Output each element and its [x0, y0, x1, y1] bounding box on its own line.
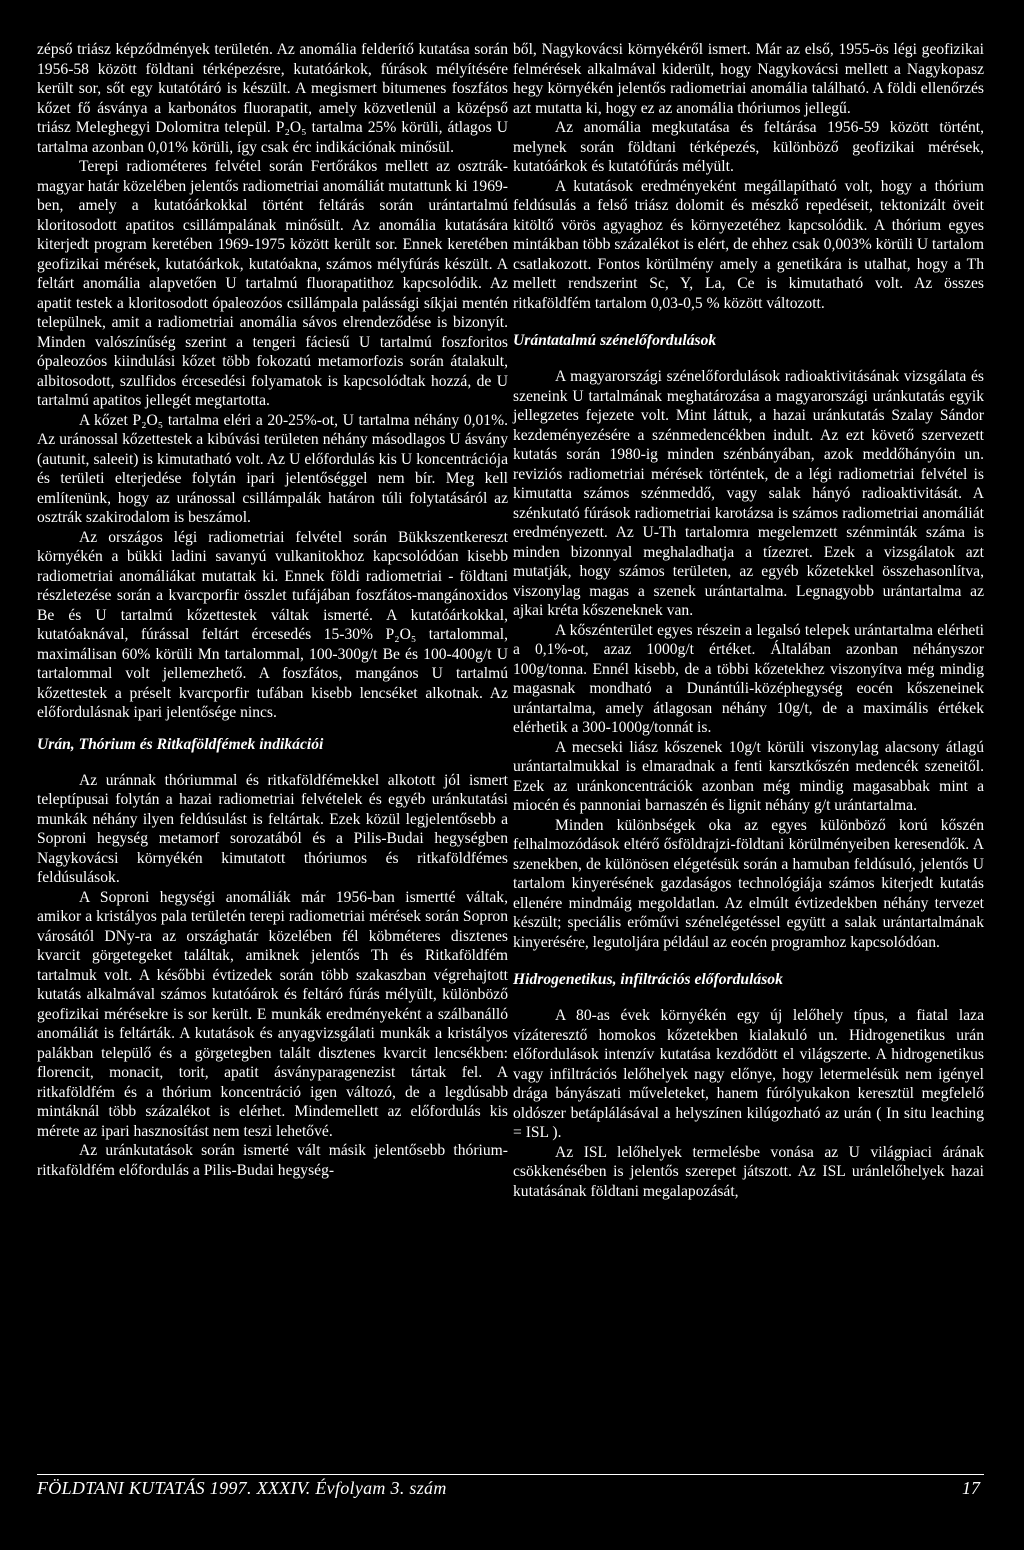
paragraph: A kutatások eredményeként megállapítható volt, hogy a thórium feldúsulás a felső triász dolomit és mészkő repedéseit, tektonizált öveit kitöltő vörös agyaghoz és környezetéhez kapcsolódik. A thórium egyes mintákban több százalékot is elért, de ehhez csak 0,003% körüli U tartalom csatlakozott. Fontos körülmény amely a genetikára is utalhat, hogy a Th mellett rendszerint Sc, Y, La, Ce is kimutatható volt. Az összes ritkaföldfém tartalom 0,03-0,5 % között változott. [513, 177, 984, 312]
left-column [37, 40, 508, 1180]
right-column [513, 40, 984, 1201]
paragraph: ből, Nagykovácsi környékéről ismert. Már az első, 1955-ös légi geofizikai felmérések alkalmával kiderült, hogy Nagykovácsi mellett a Nagykopasz hegy környékén jelentős radiometriai anomália található. A földi ellenőrzés azt mutatta ki, hogy ez az anomália thóriumos jellegű. [513, 41, 984, 117]
paragraph: A 80-as évek környékén egy új lelőhely típus, a fiatal laza vízáteresztő homokos kőzetekben kialakuló un. Hidrogenetikus urán előfordulások intenzív kutatása kezdődött el világszerte. A hidrogenetikus vagy infiltrációs lelőhelyek nagy előnye, hogy letermelésük nem igényel drága bányászati műveleteket, hanem fúrólyukakon keresztül megfelelő oldószer betáplálásával a helyszínen kilúgozható az urán ( In situ leaching = ISL ). [513, 1007, 984, 1141]
paragraph: A Soproni hegységi anomáliák már 1956-ban ismertté váltak, amikor a kristályos pala területén terepi radiometriai mérések során Sopron városától DNy-ra az országhatár közelében fél köbméteres disztenes kvarcit görgetegeket találtak, amiknek jelentős Th és Ritkaföldfém tartalmuk volt. A későbbi évtizedek során több szakaszban végrehajtott kutatás alkalmával számos kutatóárok és feltáró fúrás mélyült, különböző geofizikai mérésekre is sor került. E munkák eredményeként a szálbanálló anomáliát is feltárták. A kutatások és anyagvizsgálati munkák a kristályos palákban települő és a görgetegben talált disztenes kvarcit lencsékben: florencit, monacit, torit, apatit ásványparagenezist tártak fel. A ritkaföldfém és a thórium koncentráció igen változó, de a legdúsabb mintáknál több százalékot is elérhet. Mindemellett az előfordulás kis mérete az ipari hasznosítást nem teszi lehetővé. [37, 888, 508, 1140]
section-heading: Urántatalmú szénelőfordulások [513, 332, 717, 349]
paragraph: Az országos légi radiometriai felvétel során Bükkszentkereszt környékén a bükki ladini savanyú vulkanitokhoz kapcsolódóan kisebb radiometriai anomáliákat mutattak ki. Ennek földi radiometriai - földtani részletezése során a kvarcporfir összlet tufájában foszfátos-mangánoxidos Be és U tartalmú kőzettestek váltak ismerté. A kutatóárkokkal, kutatóaknával, fúrással feltárt ércesedés 15-30% P₂O₅ tartalommal, maximálisan 60% körüli Mn tartalommal, 100-300g/t Be és 100-400g/t U tartalommal volt jellemezhető. A foszfátos, mangános U tartalmú kőzettestek a préselt kvarcporfir tufában kisebb lencséket alkotnak. Az előfordulásnak ipari jelentősége nincs. [37, 528, 508, 721]
section-heading: Urán, Thórium és Ritkaföldfémek indikációi [37, 735, 324, 753]
journal-title: FÖLDTANI KUTATÁS 1997. XXXIV. Évfolyam 3. szám [37, 1478, 447, 1498]
section-heading: Hidrogenetikus, infiltrációs előfordulások [513, 971, 783, 988]
paragraph: zépső triász képződmények területén. Az anomália felderítő kutatása során 1956-58 között földtani térképezésre, kutatóárkok, fúrások mélyítésére került sor, sőt egy kutatótáró is készült. A megismert bitumenes foszfátos kőzet fő ásványa a karbonátos fluorapatit, amely közvetlenül a középső triász Meleghegyi Dolomitra települ. P₂O₅ tartalma 25% körüli, átlagos U tartalma azonban 0,01% körüli, így csak érc indikációnak minősül. [37, 41, 508, 156]
paragraph: Minden különbségek oka az egyes különböző korú kőszén felhalmozódások eltérő ősföldrajzi-földtani körülményeiben keresendők. A szenekben, de különösen elégetésük során a hamuban feldúsuló, jelentős U tartalom kinyerésének gazdaságos technológiája számos kiterjedt kutatás ellenére mindmáig megoldatlan. Az elmúlt évtizedekben néhány tervezet készült; speciális erőművi szénelégetéssel együtt a salak urántartalmának kinyerésére, legutoljára például az eocén programhoz kapcsolódóan. [513, 816, 984, 951]
paragraph: Az uránkutatások során ismerté vált másik jelentősebb thórium-ritkaföldfém előfordulás a Pilis-Budai hegység- [37, 1142, 508, 1179]
paragraph: Az uránnak thóriummal és ritkaföldfémekkel alkotott jól ismert teleptípusai folytán a hazai radiometriai felvételek és egyéb uránkutatási munkák néhány ilyen feldúsulást is feltártak. Ezek közül legjelentősebb a Soproni hegység metamorf sorozatából és a Pilis-Budai hegységben Nagykovácsi környékén kimutatott thóriumos és ritkaföldfémes feldúsulások. [37, 771, 508, 886]
paragraph: A kőzet P₂O₅ tartalma eléri a 20-25%-ot, U tartalma néhány 0,01%. Az uránossal kőzettestek a kibúvási területen néhány másodlagos U ásvány (autunit, saleeit) is kimutatható volt. Az U előfordulás kis U koncentrációja és területi elterjedése folytán ipari jelentőséggel nem bír. Meg kell említenünk, hogy az uránossal csillámpalák határon túli folytatásáról az osztrák szakirodalom is beszámol. [37, 411, 508, 526]
paragraph: A magyarországi szénelőfordulások radioaktivitásának vizsgálata és szeneink U tartalmának meghatározása a magyarországi uránkutatás egyik jellegzetes fejezete volt. Mint láttuk, a hazai uránkutatás Szalay Sándor kezdeményezésére a szénmedencékben indult. Az ezt követő szervezett kutatás során 1980-ig minden szénbányában, azok meddőhányóin un. reviziós radiometriai mérések történtek, de a légi radiometriai felvétel is kimutatta számos szénmeddő, vagy salak hányó radioaktivitását. A szénkutató fúrások radiometriai karotázsa is számos radiometriai anomáliát eredményezett. Az U-Th tartalomra megelemzett szénminták száma is minden bizonnyal meghaladhatja a tízezret. Ezek a vizsgálatok azt mutatják, hogy számos területen, az egyéb kőzetekkel összehasonlítva, viszonylag magas a szenek urántartalma. Legnagyobb urántartalma az ajkai kréta kőszeneknek van. [513, 368, 984, 619]
page-number: 17 [962, 1478, 980, 1498]
paragraph: A mecseki liász kőszenek 10g/t körüli viszonylag alacsony átlagú urántartalmukkal is elmaradnak a fenti karsztkőszén medencék szeneitől. Ezek az uránkoncentrációk azonban még mindig magasabbak mint a miocén és pannoniai barnaszén és lignit néhány g/t urántartalma. [513, 738, 984, 814]
paragraph: Terepi radiométeres felvétel során Fertőrákos mellett az osztrák-magyar határ közelében jelentős radiometriai anomáliát mutattunk ki 1969-ben, amely a kutatóárkokkal történt feltárás során urántartalmú kloritosodott apatitos csillámpalának minősült. Az anomália kutatására kiterjedt program keretében 1969-1975 között került sor. Ennek keretében geofizikai mérések, kutatóárkok, kutatóakna, számos mélyfúrás készült. A feltárt anomália alapvetően U tartalmú fluorapatithoz kapcsolódik. Az apatit testek a kloritosodott ópaleozóos csillámpala palássági síkjai mentén települnek, amit a radiometriai anomália sávos elrendeződése is bizonyít. Minden valószínűség szerint a tengeri fáciesű U tartalmú foszforitos ópaleozóos kiindulási kőzet több fokozatú metamorfozis során átalakult, albitosodott, szulfidos ércesedési folyamatok is kapcsolódtak hozzá, de U tartalmú apatitos jellegét megtartotta. [37, 158, 508, 409]
paragraph: Az anomália megkutatása és feltárása 1956-59 között történt, melynek során földtani térképezés, különböző geofizikai mérések, kutatóárkok és kutatófúrás mélyült. [513, 119, 984, 175]
paragraph: Az ISL lelőhelyek termelésbe vonása az U világpiaci árának csökkenésében is jelentős szerepet játszott. Az ISL uránlelőhelyek hazai kutatásának földtani megalapozását, [513, 1143, 984, 1200]
paragraph: A kőszénterület egyes részein a legalsó telepek urántartalma elérheti a 0,1%-ot, azaz 1000g/t értéket. Általában azonban néhányszor 100g/tonna. Ennél kisebb, de a többi kőzetekhez viszonyítva még mindig magasnak mondható a Dunántúli-középhegység eocén kőszeneinek urántartalma, amely átlagosan néhány 10g/t, de a maximális értékek elérhetik a 300-1000g/tonnát is. [513, 621, 984, 736]
page-footer [37, 1474, 984, 1505]
